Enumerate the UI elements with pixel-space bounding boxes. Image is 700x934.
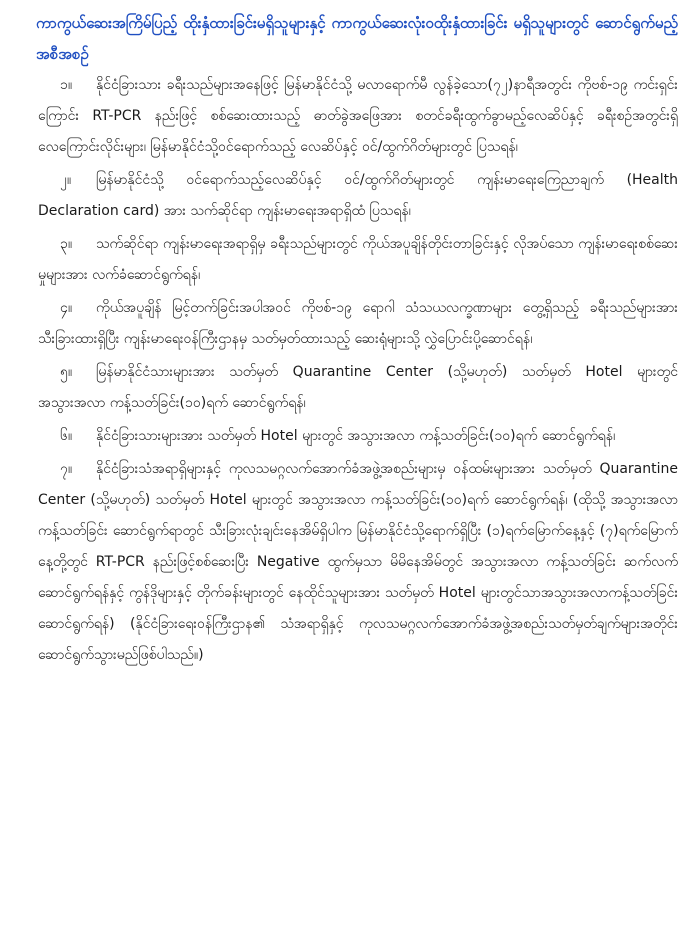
paragraph-3: [38, 229, 678, 291]
document-title: ကာကွယ်ဆေးအကြိမ်ပြည့် ထိုးနှံထားခြင်းမရှိသူများနှင့် ကာကွယ်ဆေးလုံးဝထိုးနှံထားခြင်း မရှိသူများတွင် ဆောင်ရွက်မည့်အစီအစဉ်: [36, 14, 678, 63]
paragraph-text: မြန်မာနိုင်ငံသားများအား သတ်မှတ် Quarantine Center (သို့မဟုတ်) သတ်မှတ် Hotel များတွင် အသွားအလာ ကန့်သတ်ခြင်း(၁၀)ရက် ဆောင်ရွက်ရန်၊: [38, 364, 678, 411]
paragraph-text: နိုင်ငံခြားသားများအား သတ်မှတ် Hotel များတွင် အသွားအလာ ကန့်သတ်ခြင်း(၁၀)ရက် ဆောင်ရွက်ရန်၊: [96, 428, 616, 444]
paragraph-number: ၂။: [60, 172, 72, 188]
paragraph-7: [38, 454, 678, 671]
paragraph-text: နိုင်ငံခြားသား ခရီးသည်များအနေဖြင့် မြန်မာနိုင်ငံသို့ မလာရောက်မီ လွန်ခဲ့သော(၇၂)နာရီအတွင်း ကိုဗစ်-၁၉ ကင်းရှင်းကြောင်း RT-PCR နည်းဖြင့် စစ်ဆေးထားသည့် ဓာတ်ခွဲအဖြေအား စတင်ခရီးထွက်ခွာမည့်လေဆိပ်နှင့် ခရီးစဉ်အတွင်းရှိ လေကြောင်းလိုင်းများ၊ မြန်မာနိုင်ငံသို့ဝင်ရောက်သည့် လေဆိပ်နှင့် ဝင်/ထွက်ဂိတ်များတွင် ပြသရန်၊: [38, 77, 678, 155]
paragraph-number: ၄။: [60, 300, 73, 316]
paragraph-text: နိုင်ငံခြားသံအရာရှိများနှင့် ကုလသမဂ္ဂလက်အောက်ခံအဖွဲ့အစည်းများမှ ဝန်ထမ်းများအား သတ်မှတ် Quarantine Center (သို့မဟုတ်) သတ်မှတ် Hotel များတွင် အသွားအလာ ကန့်သတ်ခြင်း(၁၀)ရက် ဆောင်ရွက်ရန်၊ (ထိုသို့ အသွားအလာ ကန့်သတ်ခြင်း ဆောင်ရွက်ရာတွင် သီးခြားလုံးချင်းနေအိမ်ရှိပါက မြန်မာနိုင်ငံသို့ရောက်ရှိပြီး (၁)ရက်မြောက်နေ့နှင့် (၇)ရက်မြောက်နေ့တို့တွင် RT-PCR နည်းဖြင့်စစ်ဆေးပြီး Negative ထွက်မှသာ မိမိနေအိမ်တွင် အသွားအလာ ကန့်သတ်ခြင်း ဆက်လက်ဆောင်ရွက်ရန်နှင့် ကွန်ဒိုများနှင့် တိုက်ခန်းများတွင် နေထိုင်သူများအား သတ်မှတ် Hotel များတွင်သာအသွားအလာကန့်သတ်ခြင်းဆောင်ရွက်ရန်) (နိုင်ငံခြားရေးဝန်ကြီးဌာန၏ သံအရာရှိနှင့် ကုလသမဂ္ဂလက်အောက်ခံအဖွဲ့အစည်းသတ်မှတ်ချက်များအတိုင်း ဆောင်ရွက်သွားမည်ဖြစ်ပါသည်။): [38, 461, 678, 663]
paragraph-2: [38, 165, 678, 227]
paragraph-text: မြန်မာနိုင်ငံသို့ ဝင်ရောက်သည့်လေဆိပ်နှင့် ဝင်/ထွက်ဂိတ်များတွင် ကျန်းမာရေးကြေညာချက် (Health Declaration card) အား သက်ဆိုင်ရာ ကျန်းမာရေးအရာရှိထံ ပြသရန်၊: [38, 172, 678, 219]
paragraph-number: ၅။: [60, 364, 73, 380]
paragraph-6: [38, 421, 678, 452]
paragraph-text: ကိုယ်အပူချိန် မြင့်တက်ခြင်းအပါအဝင် ကိုဗစ်-၁၉ ရောဂါ သံသယလက္ခဏာများ တွေ့ရှိသည့် ခရီးသည်များအား သီးခြားထားရှိပြီး ကျန်းမာရေးဝန်ကြီးဌာနမှ သတ်မှတ်ထားသည့် ဆေးရုံများသို့ လွှဲပြောင်းပို့ဆောင်ရန်၊: [38, 300, 678, 347]
paragraph-1: [38, 70, 678, 163]
paragraph-number: ၃။: [60, 236, 73, 252]
paragraph-number: ၁။: [60, 77, 73, 93]
paragraph-5: [38, 357, 678, 419]
paragraph-text: သက်ဆိုင်ရာ ကျန်းမာရေးအရာရှိမှ ခရီးသည်များတွင် ကိုယ်အပူချိန်တိုင်းတာခြင်းနှင့် လိုအပ်သော ကျန်းမာရေးစစ်ဆေးမှုများအား လက်ခံဆောင်ရွက်ရန်၊: [38, 236, 678, 283]
paragraph-4: [38, 293, 678, 355]
paragraph-number: ၆။: [60, 428, 73, 444]
paragraph-number: ၇။: [60, 461, 73, 477]
